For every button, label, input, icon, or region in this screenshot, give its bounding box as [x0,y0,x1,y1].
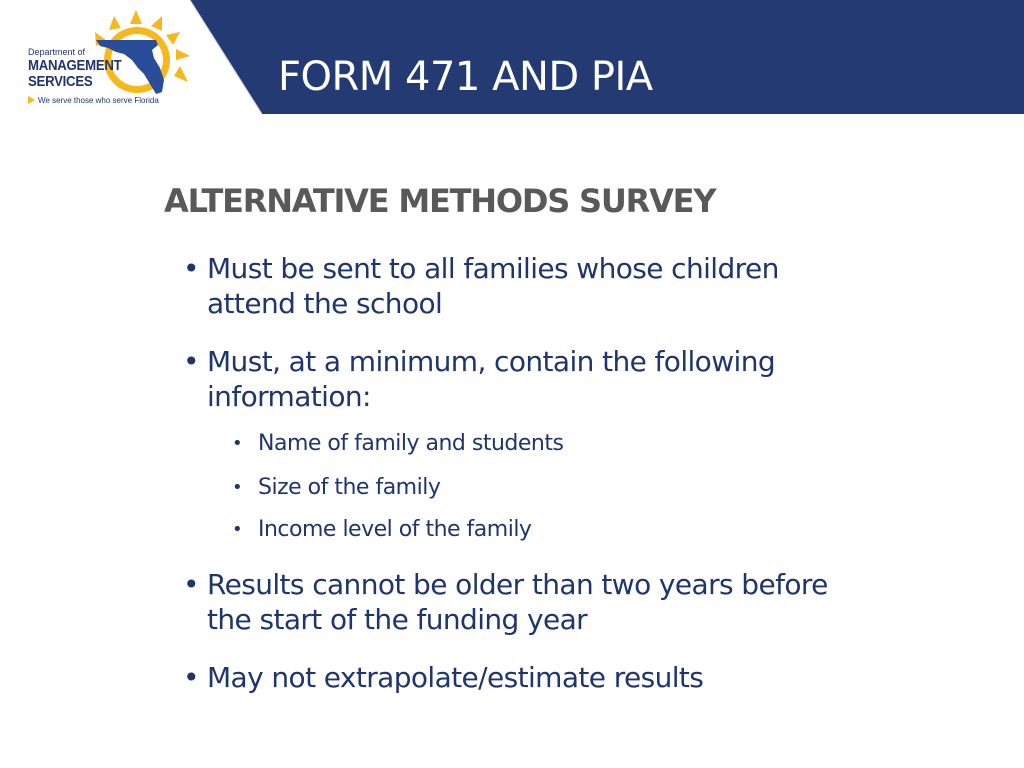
bullet-text-line: Must, at a minimum, contain the following [207,345,776,378]
play-arrow-icon [28,96,35,104]
bullet-dot-icon: • [183,661,199,694]
slide-title: FORM 471 AND PIA [278,54,653,100]
bullet-dot-icon: • [183,568,199,601]
bullet-text-line: attend the school [207,287,443,320]
section-heading: ALTERNATIVE METHODS SURVEY [164,182,716,220]
bullet-dot-icon: • [183,252,199,285]
bullet-text-line: the start of the funding year [207,603,588,636]
bullet-text-line: information: [207,380,371,413]
logo-services-text: SERVICES [28,73,93,90]
bullet-dot-icon: • [183,345,199,378]
bullet-dot-icon: • [232,519,243,540]
bullet-text: Size of the family [258,475,441,500]
bullet-dot-icon: • [232,433,243,454]
bullet-dot-icon: • [232,477,243,498]
logo-management-text: MANAGEMENT [28,57,122,74]
dms-logo [24,10,199,110]
bullet-text: Name of family and students [258,431,564,456]
bullet-text-line: Results cannot be older than two years before [207,568,828,601]
logo-tagline: We serve those who serve Florida [38,96,159,105]
logo-department-text: Department of [28,47,86,57]
bullet-text: May not extrapolate/estimate results [207,661,704,694]
bullet-text-line: Must be sent to all families whose children [207,252,779,285]
bullet-text: Income level of the family [258,517,532,542]
